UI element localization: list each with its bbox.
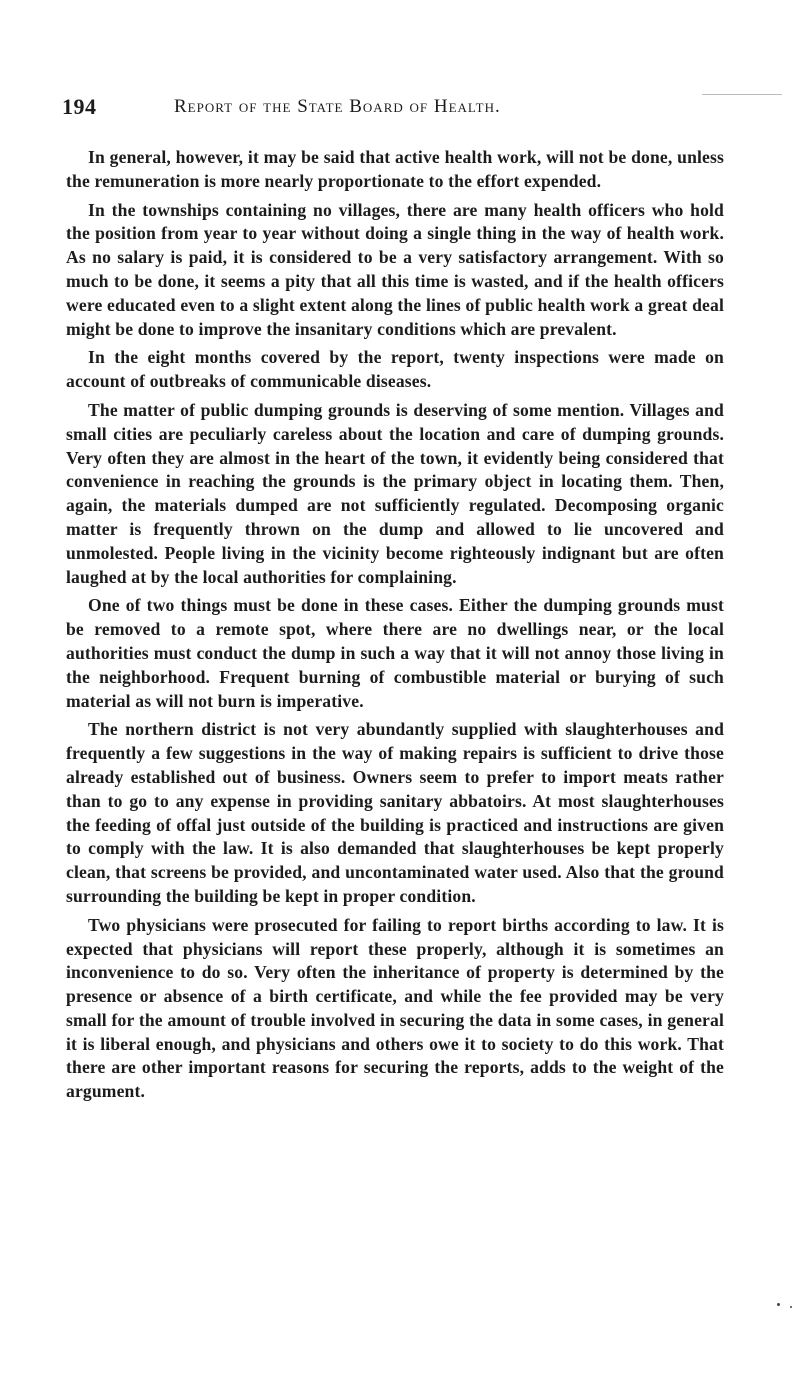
paragraph-general-remuneration: In general, however, it may be said that active health work, will not be done, unless the remuneration is more nearly proportionate to the effort expended. xyxy=(66,147,724,191)
page-header xyxy=(62,94,742,130)
body-text xyxy=(66,146,724,1109)
running-head: Report of the State Board of Health. xyxy=(174,96,501,117)
paragraph-dumping-grounds: The matter of public dumping grounds is deserving of some mention. Villages and small cities are peculiarly careless about the location and care of dumping grounds. Very often they are almost in the heart of the town, it evidently being considered that convenience in reaching the grounds is the primary object in locating them. Then, again, the materials dumped are not sufficiently regulated. Decomposing organic matter is frequently thrown on the dump and allowed to lie uncovered and unmolested. People living in the vicinity become righteously indignant but are often laughed at by the local authorities for complaining. xyxy=(66,399,724,587)
paragraph-physicians: Two physicians were prosecuted for failing to report births according to law. It is expected that physicians will report these properly, although it is sometimes an inconvenience to do so. Very often the inheritance of property is determined by the presence or absence of a birth certificate, and while the fee provided may be very small for the amount of trouble involved in securing the data in some cases, in general it is liberal enough, and physicians and others owe it to society to do this work. That there are other important reasons for securing the reports, adds to the weight of the argument. xyxy=(66,914,724,1102)
page-number: 194 xyxy=(62,94,97,119)
paragraph-slaughterhouses: The northern district is not very abundantly supplied with slaughterhouses and frequently a few suggestions in the way of making repairs is sufficient to drive those already established out of business. Owners seem to prefer to import meats rather than to go to any expense in providing sanitary abbatoirs. At most slaughterhouses the feeding of offal just outside of the building is practiced and instructions are given to comply with the law. It is also demanded that slaughterhouses be kept properly clean, that screens be provided, and uncontaminated water used. Also that the ground surrounding the building be kept in proper condition. xyxy=(66,719,724,906)
header-rule xyxy=(702,94,782,95)
paragraph-townships: In the townships containing no villages, there are many health officers who hold the position from year to year without doing a single thing in the way of health work. As no salary is paid, it is considered to be a very satisfactory arrangement. With so much to be done, it seems a pity that all this time is wasted, and if the health officers were educated even to a slight extent along the lines of public health work a great deal might be done to improve the insanitary conditions which are prevalent. xyxy=(66,199,724,339)
print-speck xyxy=(777,1303,780,1306)
paragraph-two-things: One of two things must be done in these cases. Either the dumping grounds must be removed to a remote spot, where there are no dwellings near, or the local authorities must conduct the dump in such a way that it will not annoy those living in the neighborhood. Frequent burning of combustible material or burying of such material as will not burn is imperative. xyxy=(66,595,724,711)
print-speck xyxy=(790,1306,792,1308)
paragraph-inspections: In the eight months covered by the report, twenty inspections were made on account of outbreaks of communicable diseases. xyxy=(66,347,724,392)
